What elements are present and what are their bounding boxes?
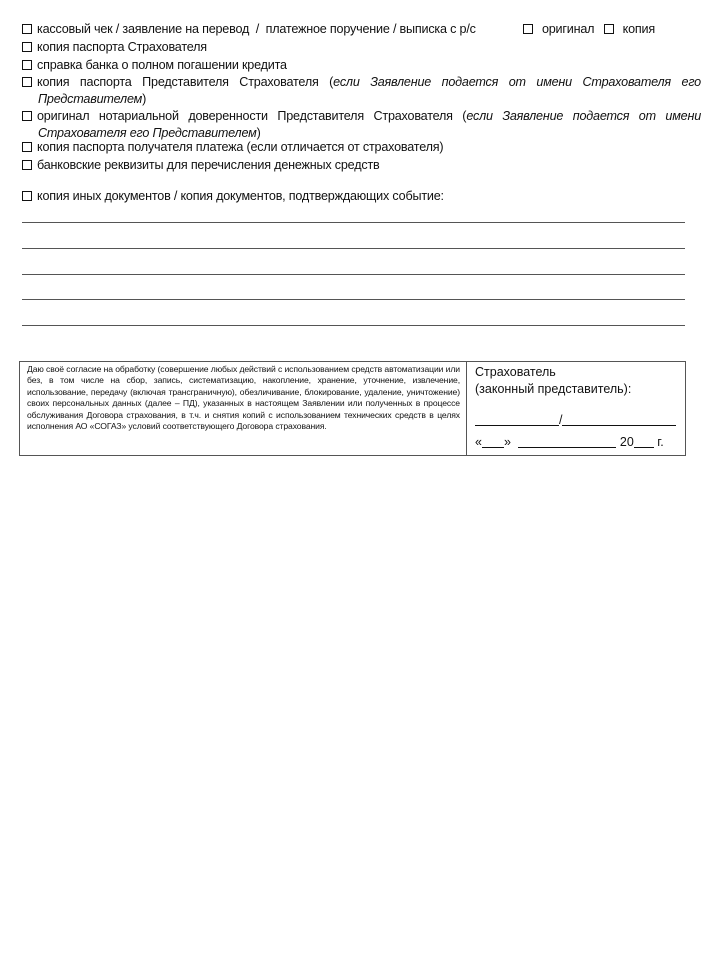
consent-text: Даю своё согласие на обработку (совершение любых действий с использованием средств автоматизации или без, в том числе на сбор, запись, систематизацию, накопление, хранение, уточнение, извлечение, использование, передачу (включая трансграничную), обезличивание, блокирование, удаление, уничтожение) своих персональных данных (далее – ПД), указанных в настоящем Заявлении или полученных в процессе обслуживания Договора страхования, в т.ч. и снятия копий с использованием технических средств в целях исполнения АО «СОГАЗ» условий соответствующего Договора страхования. — [20, 362, 467, 455]
checklist-item-payment-doc — [22, 21, 685, 38]
quote-close: » — [503, 435, 511, 449]
year-suffix: г. — [657, 435, 664, 449]
checkbox[interactable] — [22, 24, 32, 34]
fill-line[interactable] — [22, 325, 685, 326]
checkbox[interactable] — [22, 191, 32, 201]
checklist-item-bank-certificate — [22, 57, 685, 74]
item-label: оригинал нотариальной доверенности Представителя Страхователя ( — [37, 109, 467, 123]
consent-signature-table — [19, 361, 686, 456]
item-tail: ) — [256, 126, 261, 140]
item-note: если Заявление подается от имени Страхователя его Представителем — [38, 75, 701, 106]
item-label: копия паспорта Страхователя — [37, 40, 207, 54]
fill-line[interactable] — [22, 299, 685, 300]
checklist-item-other-documents — [22, 188, 685, 205]
checklist-item-power-of-attorney — [22, 108, 701, 142]
signature-block — [467, 362, 685, 455]
checklist-item-bank-details — [22, 157, 685, 174]
item-label: кассовый чек / заявление на перевод / платежное поручение / выписка с р/с — [37, 22, 476, 36]
checkbox[interactable] — [22, 77, 32, 87]
slash: / — [559, 413, 563, 427]
checkbox[interactable] — [22, 111, 32, 121]
checkbox[interactable] — [22, 142, 32, 152]
year-prefix: 20 — [619, 435, 634, 449]
item-label: банковские реквизиты для перечисления денежных средств — [37, 158, 380, 172]
checkbox[interactable] — [22, 160, 32, 170]
item-label: копия иных документов / копия документов, подтверждающих событие: — [37, 189, 444, 203]
item-label: копия паспорта Представителя Страхователя ( — [37, 75, 334, 89]
fill-line[interactable] — [22, 274, 685, 275]
item-label: справка банка о полном погашении кредита — [37, 58, 287, 72]
checklist-item-recipient-passport — [22, 139, 685, 156]
checkbox[interactable] — [22, 60, 32, 70]
fill-line[interactable] — [22, 222, 685, 223]
checkbox-original[interactable] — [523, 24, 533, 34]
date-line[interactable] — [475, 434, 664, 451]
option-original: оригинал — [541, 22, 595, 36]
signature-title: Страхователь — [475, 365, 556, 379]
item-tail: ) — [142, 92, 147, 106]
quote-open: « — [475, 435, 482, 449]
checkbox-copy[interactable] — [604, 24, 614, 34]
item-label: копия паспорта получателя платежа (если отличается от страхователя) — [37, 140, 444, 154]
option-copy: копия — [622, 22, 655, 36]
signature-line[interactable] — [475, 412, 676, 429]
checklist-item-passport-copy — [22, 39, 685, 56]
checklist-item-representative-passport — [22, 74, 701, 108]
fill-line[interactable] — [22, 248, 685, 249]
checkbox[interactable] — [22, 42, 32, 52]
signature-subtitle: (законный представитель): — [475, 382, 632, 396]
item-note: если Заявление подается от имени Страхователя его Представителем — [38, 109, 701, 140]
